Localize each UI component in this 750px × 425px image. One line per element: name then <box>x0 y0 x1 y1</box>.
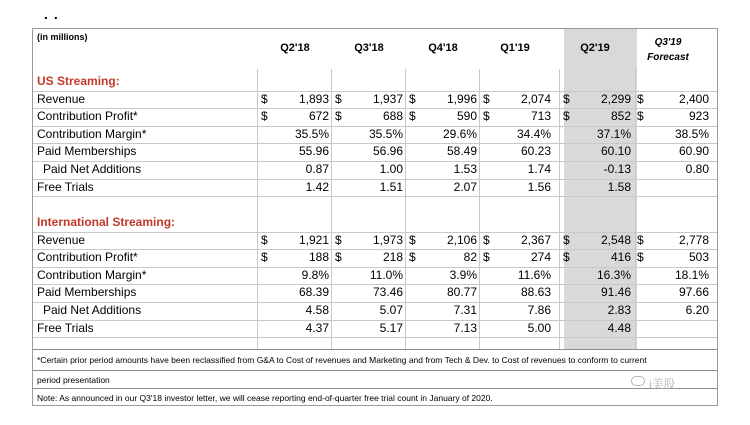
table-cell: 923 <box>688 109 709 124</box>
watermark: i美股 <box>649 377 676 391</box>
dollar-sign: $ <box>261 91 268 106</box>
table-cell: 1,893 <box>298 91 329 106</box>
section-title: US Streaming: <box>37 74 120 88</box>
table-cell: 2,299 <box>600 91 631 106</box>
column-header: Q1'19 <box>500 42 530 54</box>
table-cell: 3.9% <box>449 267 477 282</box>
table-row <box>33 320 717 337</box>
table-cell: 274 <box>530 250 551 265</box>
table-cell: 68.39 <box>298 285 329 300</box>
row-label: Revenue <box>37 91 86 106</box>
dollar-sign: $ <box>483 232 490 247</box>
table-cell: 852 <box>610 109 631 124</box>
forecast-header <box>633 35 703 65</box>
table-row <box>33 143 717 160</box>
table-cell: 4.37 <box>305 320 329 335</box>
row-divider <box>33 196 717 197</box>
table-cell: 1.74 <box>527 162 551 176</box>
dollar-sign: $ <box>637 250 644 265</box>
table-cell: 2,106 <box>446 232 477 247</box>
row-label: Revenue <box>37 232 86 247</box>
forecast-label: Forecast <box>647 52 689 63</box>
table-cell: 4.48 <box>607 320 631 335</box>
table-cell: 35.5% <box>294 126 329 141</box>
table-cell: 60.10 <box>600 144 631 159</box>
table-cell: 7.13 <box>453 320 477 335</box>
table-cell: 9.8% <box>301 267 329 282</box>
column-header: Q2'18 <box>280 42 310 54</box>
table-cell: 38.5% <box>674 126 709 141</box>
dollar-sign: $ <box>335 109 342 124</box>
table-cell: 4.58 <box>305 303 329 317</box>
forecast-quarter: Q3'19 <box>654 37 682 48</box>
table-cell: 16.3% <box>596 267 631 282</box>
table-row <box>33 108 717 125</box>
footnote-divider <box>33 370 717 371</box>
table-cell: 97.66 <box>678 285 709 300</box>
table-cell: 0.87 <box>305 162 329 176</box>
table-cell: 2,367 <box>520 232 551 247</box>
row-label: Contribution Margin* <box>37 267 147 282</box>
dollar-sign: $ <box>563 232 570 247</box>
table-cell: 1.00 <box>379 162 403 176</box>
table-cell: 82 <box>463 250 477 265</box>
table-cell: 416 <box>610 250 631 265</box>
dollar-sign: $ <box>261 109 268 124</box>
table-cell: 188 <box>308 250 329 265</box>
dollar-sign: $ <box>483 250 490 265</box>
dollar-sign: $ <box>409 91 416 106</box>
column-header: Q2'19 <box>580 42 610 54</box>
row-label: Free Trials <box>37 179 94 194</box>
dollar-sign: $ <box>483 91 490 106</box>
dollar-sign: $ <box>261 232 268 247</box>
row-label: Paid Net Additions <box>43 303 142 317</box>
table-cell: 2,778 <box>678 232 709 247</box>
dollar-sign: $ <box>637 232 644 247</box>
table-cell: 2,074 <box>520 91 551 106</box>
table-cell: 0.80 <box>685 162 709 176</box>
dollar-sign: $ <box>409 250 416 265</box>
corner-dots: .. <box>44 6 64 22</box>
row-label: Contribution Profit* <box>37 109 138 124</box>
table-cell: 6.20 <box>685 303 709 317</box>
table-row <box>33 179 717 196</box>
row-label: Contribution Profit* <box>37 250 138 265</box>
table-row <box>33 267 717 284</box>
dollar-sign: $ <box>335 250 342 265</box>
dollar-sign: $ <box>563 109 570 124</box>
table-cell: 590 <box>456 109 477 124</box>
footnote-reclass: *Certain prior period amounts have been reclassified from G&A to Cost of revenues and Marketing and from Tech & Dev. to Cost of revenues to conform to current <box>37 355 647 365</box>
table-cell: 672 <box>308 109 329 124</box>
table-cell: 1.58 <box>607 179 631 194</box>
table-cell: 688 <box>382 109 403 124</box>
row-label: Paid Memberships <box>37 144 137 159</box>
table-cell: 11.6% <box>517 267 551 282</box>
table-cell: 88.63 <box>520 285 551 300</box>
table-cell: 2.07 <box>453 179 477 194</box>
table-cell: 35.5% <box>368 126 403 141</box>
row-label: Contribution Margin* <box>37 126 147 141</box>
table-row <box>33 302 717 319</box>
table-row <box>33 232 717 249</box>
dollar-sign: $ <box>335 91 342 106</box>
footnote-divider <box>33 388 717 389</box>
row-label: Paid Net Additions <box>43 162 142 176</box>
footnote-period: period presentation <box>37 375 110 385</box>
dollar-sign: $ <box>409 109 416 124</box>
table-cell: 1,996 <box>446 91 477 106</box>
wechat-icon <box>631 376 645 386</box>
table-cell: 5.17 <box>379 320 403 335</box>
table-cell: 1.42 <box>305 179 329 194</box>
footnote-divider <box>33 349 717 350</box>
table-cell: 58.49 <box>446 144 477 159</box>
table-cell: 18.1% <box>674 267 709 282</box>
dollar-sign: $ <box>563 91 570 106</box>
row-label: Free Trials <box>37 320 94 335</box>
table-row <box>33 91 717 108</box>
table-cell: 1,973 <box>372 232 403 247</box>
table-cell: 7.31 <box>453 303 477 317</box>
table-cell: 91.46 <box>600 285 631 300</box>
dollar-sign: $ <box>409 232 416 247</box>
table-cell: 5.07 <box>379 303 403 317</box>
table-cell: 2,548 <box>600 232 631 247</box>
row-label: Paid Memberships <box>37 285 137 300</box>
dollar-sign: $ <box>563 250 570 265</box>
note-free-trials: Note: As announced in our Q3'18 investor letter, we will cease reporting end-of-quarter free trial count in January of 2020. <box>37 393 493 403</box>
financial-table <box>32 28 718 406</box>
table-cell: 29.6% <box>442 126 477 141</box>
table-cell: 56.96 <box>372 144 403 159</box>
table-cell: 55.96 <box>298 144 329 159</box>
table-cell: 34.4% <box>516 126 551 141</box>
table-cell: 713 <box>530 109 551 124</box>
column-header: Q3'18 <box>354 42 384 54</box>
table-cell: -0.13 <box>603 162 631 176</box>
dollar-sign: $ <box>261 250 268 265</box>
table-cell: 1.56 <box>527 179 551 194</box>
table-cell: 1.53 <box>453 162 477 176</box>
section-title: International Streaming: <box>37 215 176 229</box>
units-label: (in millions) <box>37 32 88 42</box>
column-header: Q4'18 <box>428 42 458 54</box>
table-row <box>33 161 717 178</box>
section-header <box>33 73 717 90</box>
table-cell: 1,921 <box>298 232 329 247</box>
table-row <box>33 126 717 143</box>
table-cell: 73.46 <box>372 285 403 300</box>
table-cell: 5.00 <box>527 320 551 335</box>
table-cell: 1,937 <box>372 91 403 106</box>
table-cell: 60.23 <box>520 144 551 159</box>
row-divider <box>33 337 717 338</box>
table-cell: 7.86 <box>527 303 551 317</box>
dollar-sign: $ <box>335 232 342 247</box>
table-row <box>33 284 717 301</box>
table-cell: 503 <box>688 250 709 265</box>
table-cell: 1.51 <box>379 179 403 194</box>
table-cell: 80.77 <box>446 285 477 300</box>
table-cell: 2.83 <box>607 303 631 317</box>
dollar-sign: $ <box>483 109 490 124</box>
table-cell: 11.0% <box>369 267 403 282</box>
dollar-sign: $ <box>637 91 644 106</box>
section-header <box>33 214 717 231</box>
table-cell: 2,400 <box>678 91 709 106</box>
dollar-sign: $ <box>637 109 644 124</box>
table-row <box>33 249 717 266</box>
table-cell: 37.1% <box>596 126 631 141</box>
table-cell: 218 <box>382 250 403 265</box>
table-cell: 60.90 <box>678 144 709 159</box>
